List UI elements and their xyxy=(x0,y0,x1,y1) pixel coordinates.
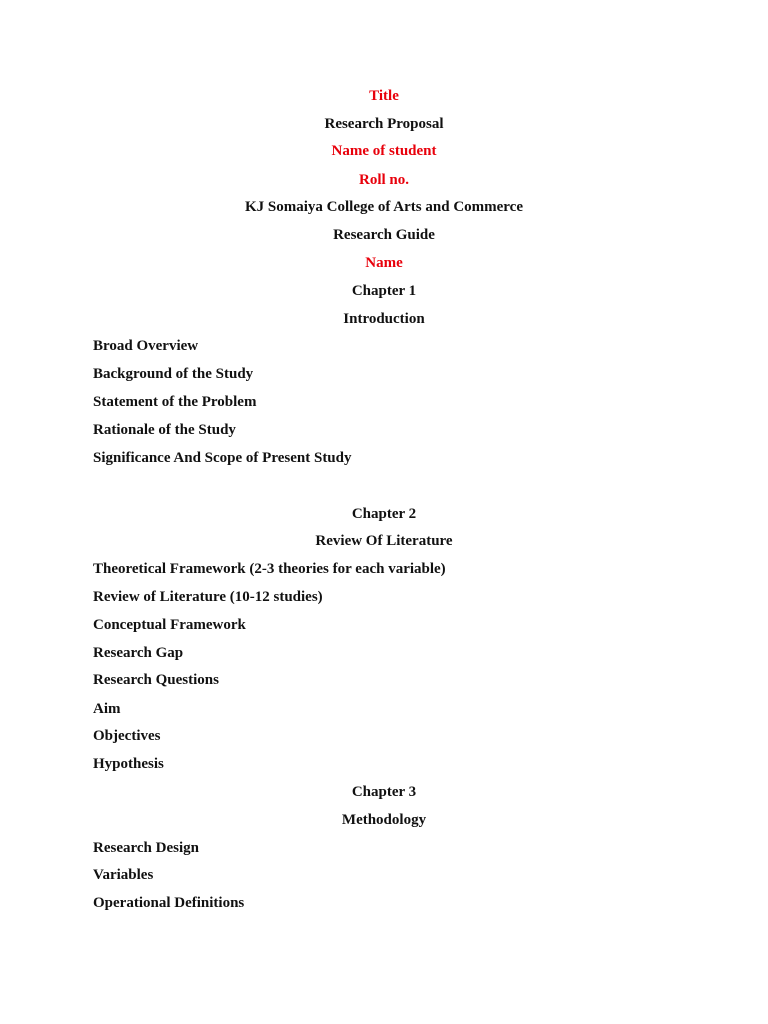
chapter-1-title: Introduction xyxy=(343,311,425,327)
cover-subtitle: Research Proposal xyxy=(324,116,444,132)
chapter-1-item: Statement of the Problem xyxy=(93,394,257,410)
chapter-2-item: Hypothesis xyxy=(93,756,164,772)
chapter-2-item: Review of Literature (10-12 studies) xyxy=(93,589,323,605)
chapter-1-item: Rationale of the Study xyxy=(93,422,236,438)
chapter-1-item: Significance And Scope of Present Study xyxy=(93,450,352,466)
chapter-1-number: Chapter 1 xyxy=(351,283,417,299)
chapter-2-number: Chapter 2 xyxy=(351,506,417,522)
chapter-2-item: Aim xyxy=(93,701,121,717)
roll-no-placeholder: Roll no. xyxy=(358,172,409,188)
chapter-3-item: Research Design xyxy=(93,840,199,856)
chapter-3-item: Variables xyxy=(93,867,154,883)
college-name: KJ Somaiya College of Arts and Commerce xyxy=(244,199,523,215)
chapter-2-item: Research Questions xyxy=(93,672,219,688)
chapter-3-item: Operational Definitions xyxy=(93,895,245,911)
cover-title-placeholder: Title xyxy=(369,88,399,104)
chapter-2-item: Research Gap xyxy=(93,645,184,661)
chapter-2-item: Objectives xyxy=(93,728,161,744)
chapter-1-item: Broad Overview xyxy=(93,338,199,354)
research-guide-label: Research Guide xyxy=(333,227,435,243)
chapter-3-number: Chapter 3 xyxy=(351,784,417,800)
chapter-2-title: Review Of Literature xyxy=(315,533,453,549)
guide-name-placeholder: Name xyxy=(365,255,403,271)
chapter-1-item: Background of the Study xyxy=(93,366,254,382)
chapter-2-item: Theoretical Framework (2-3 theories for each variable) xyxy=(93,561,446,577)
chapter-2-item: Conceptual Framework xyxy=(93,617,246,633)
chapter-3-title: Methodology xyxy=(341,812,427,828)
student-name-placeholder: Name of student xyxy=(331,143,437,159)
